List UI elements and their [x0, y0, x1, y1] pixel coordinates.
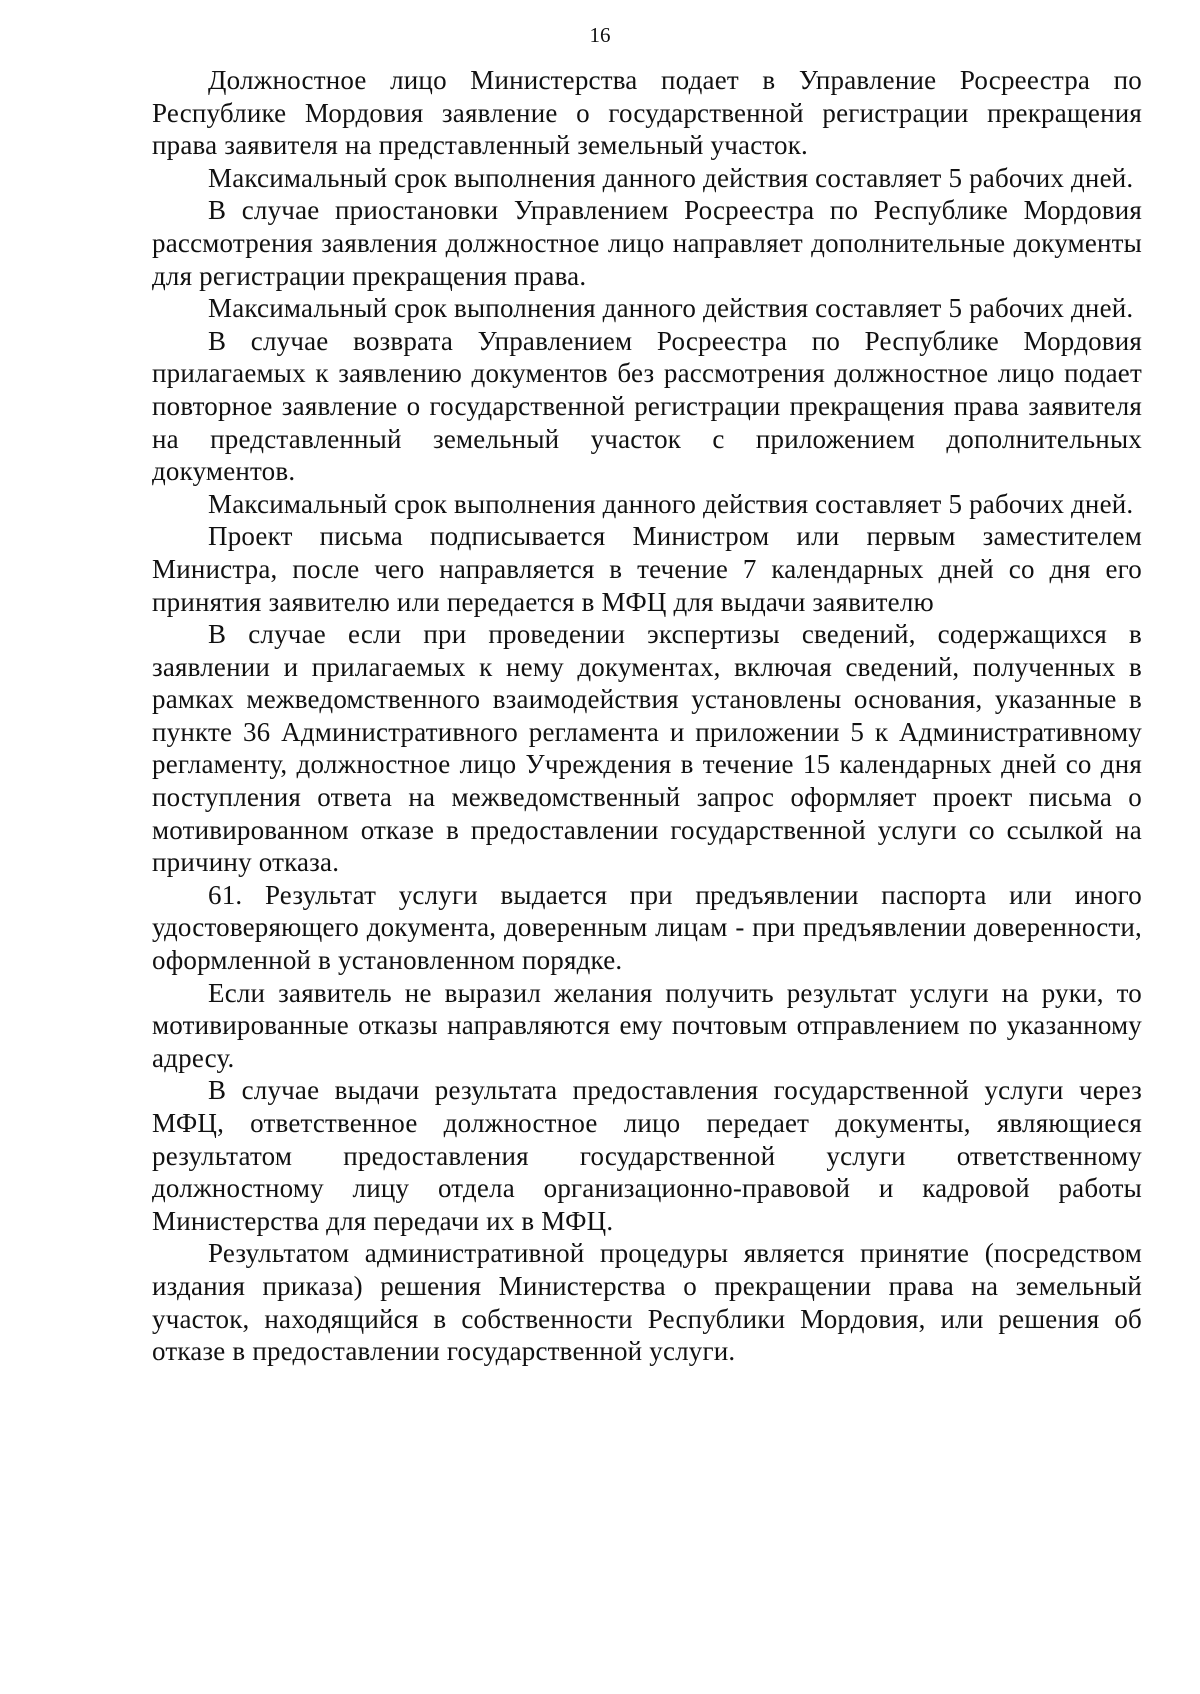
- paragraph-procedure-result: Результатом административной процедуры является принятие (посредством издания приказа) решения Министерства о прекращении права на земельный участок, находящийся в собственности Республики Мордовия, или решения об отказе в предоставлении государственной услуги.: [152, 1238, 1142, 1367]
- paragraph-61-result-issuance: 61. Результат услуги выдается при предъявлении паспорта или иного удостоверяющего документа, доверенным лицам - при предъявлении доверенности, оформленной в установленном порядке.: [152, 879, 1142, 976]
- paragraph-letter-signing: Проект письма подписывается Министром или первым заместителем Министра, после чего направляется в течение 7 календарных дней со дня его принятия заявителю или передается в МФЦ для выдачи заявителю: [152, 521, 1142, 617]
- paragraph-suspension: В случае приостановки Управлением Росреестра по Республике Мордовия рассмотрения заявления должностное лицо направляет дополнительные документы для регистрации прекращения права.: [152, 195, 1142, 291]
- page-number: 16: [589, 23, 611, 47]
- paragraph-max-term: Максимальный срок выполнения данного действия составляет 5 рабочих дней.: [208, 488, 1134, 519]
- paragraph-postal-delivery: Если заявитель не выразил желания получить результат услуги на руки, то мотивированные отказы направляются ему почтовым отправлением по указанному адресу.: [152, 977, 1142, 1073]
- document-body: [152, 64, 1142, 1368]
- paragraph-mfc-delivery: В случае выдачи результата предоставления государственной услуги через МФЦ, ответственное должностное лицо передает документы, являющиеся результатом предоставления государственной услуги ответственному должностному лицу отдела организационно-правовой и кадровой работы Министерства для передачи их в МФЦ.: [152, 1075, 1142, 1236]
- paragraph-registration-application: Должностное лицо Министерства подает в Управление Росреестра по Республике Мордовия заявление о государственной регистрации прекращения права заявителя на представленный земельный участок.: [152, 65, 1142, 161]
- paragraph-max-term: Максимальный срок выполнения данного действия составляет 5 рабочих дней.: [208, 293, 1134, 324]
- paragraph-refusal-grounds: В случае если при проведении экспертизы сведений, содержащихся в заявлении и прилагаемых к нему документах, включая сведений, полученных в рамках межведомственного взаимодействия установлены основания, указанные в пункте 36 Административного регламента и приложении 5 к Административному регламенту, должностное лицо Учреждения в течение 15 календарных дней со дня поступления ответа на межведомственный запрос оформляет проект письма о мотивированном отказе в предоставлении государственной услуги со ссылкой на причину отказа.: [152, 619, 1142, 878]
- paragraph-return-of-documents: В случае возврата Управлением Росреестра по Республике Мордовия прилагаемых к заявлению документов без рассмотрения должностное лицо подает повторное заявление о государственной регистрации прекращения права заявителя на представленный земельный участок с приложением дополнительных документов.: [152, 325, 1142, 487]
- paragraph-max-term: Максимальный срок выполнения данного действия составляет 5 рабочих дней.: [208, 162, 1134, 193]
